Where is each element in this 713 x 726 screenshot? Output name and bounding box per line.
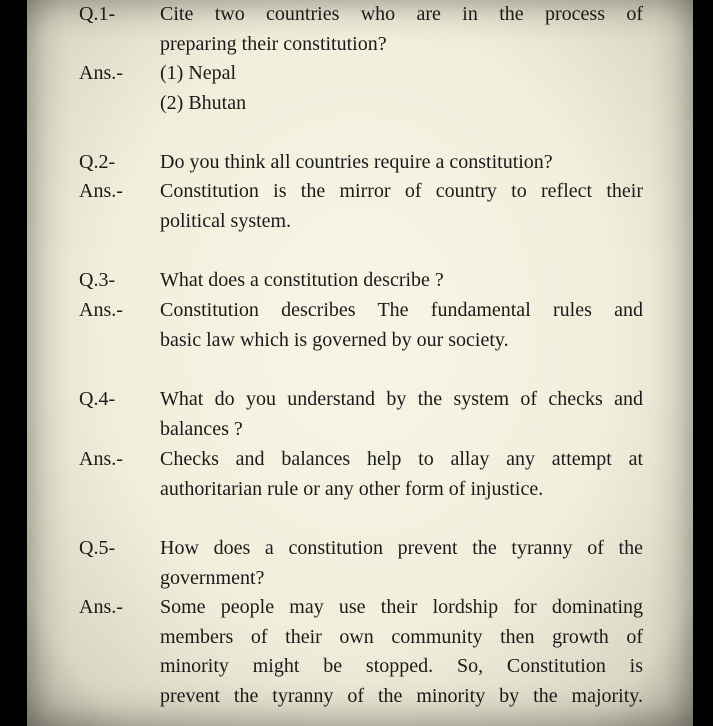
question-text	[160, 266, 643, 296]
answer-label: Ans.-	[79, 62, 123, 84]
question-label: Q.3-	[79, 269, 116, 291]
question-text	[160, 148, 643, 178]
text-line: government?	[160, 566, 265, 589]
text-line: Do you think all countries require a constitution?	[160, 151, 553, 173]
question-label: Q.4-	[79, 388, 116, 410]
answer-label: Ans.-	[79, 596, 123, 618]
question-text	[160, 534, 643, 593]
answer-label: Ans.-	[79, 180, 123, 202]
text-line: balances ?	[160, 417, 243, 440]
answer-text	[160, 177, 643, 236]
text-line: What does a constitution describe ?	[160, 269, 444, 291]
text-line: Some people may use their lordship for dominating	[160, 596, 643, 618]
text-line: What do you understand by the system of checks and	[160, 388, 643, 410]
text-line: members of their own community then growth of	[160, 625, 643, 648]
text-line: preparing their constitution?	[160, 32, 387, 55]
answer-text	[160, 296, 643, 355]
question-label: Q.5-	[79, 537, 116, 559]
text-line: (2) Bhutan	[160, 91, 247, 114]
answer-text	[160, 59, 643, 118]
text-line: authoritarian rule or any other form of injustice.	[160, 477, 544, 500]
answer-text	[160, 445, 643, 504]
answer-label: Ans.-	[79, 299, 123, 321]
question-label: Q.1-	[79, 3, 116, 25]
question-text	[160, 385, 643, 444]
answer-label: Ans.-	[79, 448, 123, 470]
text-line: basic law which is governed by our society.	[160, 328, 509, 351]
question-text	[160, 0, 643, 59]
text-line: Constitution describes The fundamental rules and	[160, 299, 643, 321]
text-line: political system.	[160, 209, 292, 232]
text-line: Constitution is the mirror of country to reflect their	[160, 180, 643, 202]
text-line: (1) Nepal	[160, 62, 237, 84]
text-line: How does a constitution prevent the tyranny of the	[160, 537, 643, 559]
text-line: Checks and balances help to allay any attempt at	[160, 448, 643, 470]
text-line: minority might be stopped. So, Constitution is	[160, 655, 643, 677]
text-line: prevent the tyranny of the minority by the majority.	[160, 684, 643, 707]
document-page	[27, 0, 693, 726]
question-label: Q.2-	[79, 151, 116, 173]
answer-text	[160, 593, 643, 711]
text-line: Cite two countries who are in the process of	[160, 3, 643, 25]
